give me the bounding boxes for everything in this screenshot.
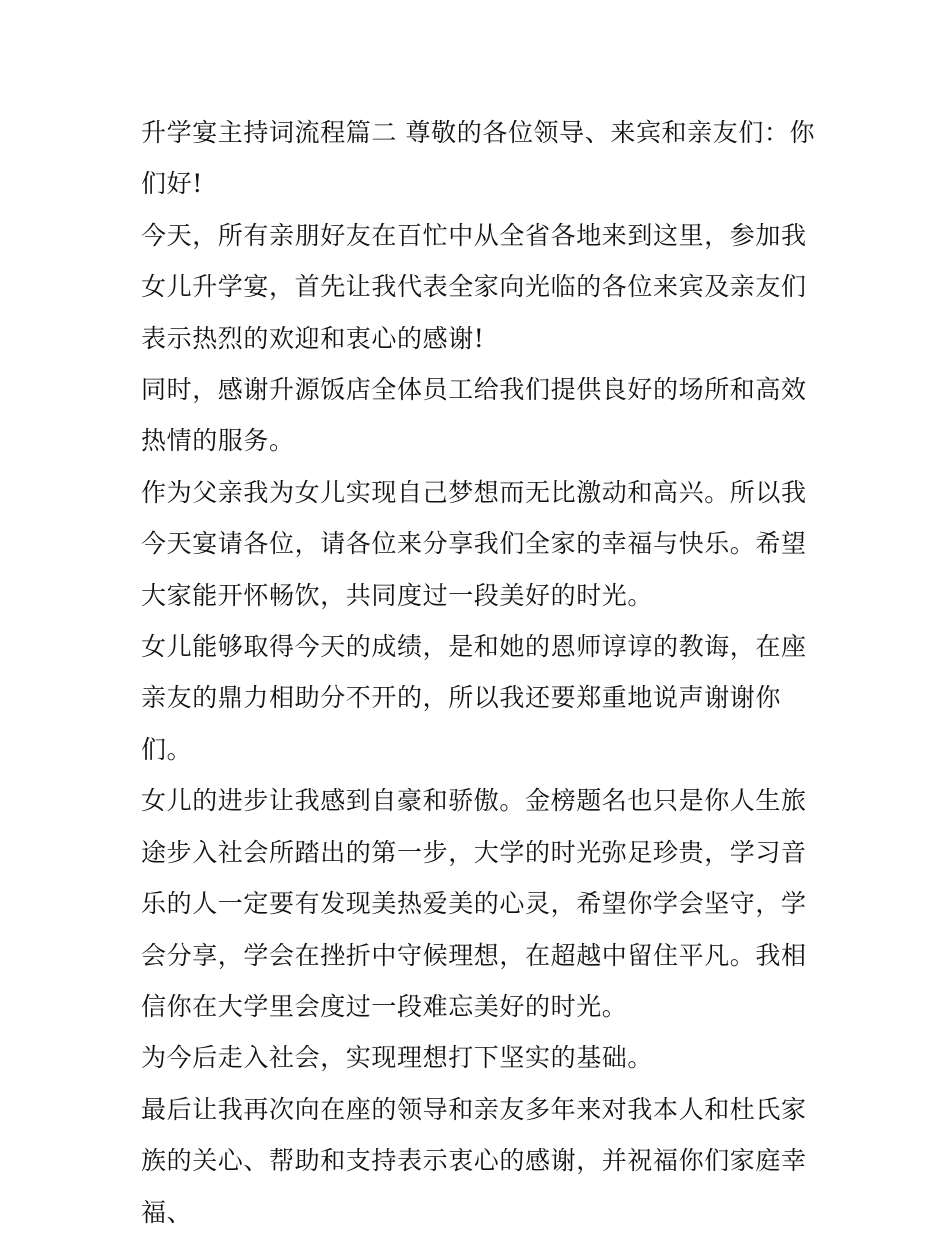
paragraph-title-greeting: 升学宴主持词流程篇二 尊敬的各位领导、来宾和亲友们：你们好!: [141, 118, 816, 199]
paragraph-daughter-progress: 女儿的进步让我感到自豪和骄傲。金榜题名也只是你人生旅途步入社会所踏出的第一步，大学的时光弥足珍贵，学习音乐的人一定要有发现美热爱美的心灵，希望你学会坚守，学会分享，学会在挫折中守候理想，在超越中留住平凡。我相信你在大学里会度过一段难忘美好的时光。: [141, 786, 807, 1021]
paragraph-thanks-teachers: 女儿能够取得今天的成绩，是和她的恩师谆谆的教诲，在座亲友的鼎力相助分不开的，所以我还要郑重地说声谢谢你们。: [141, 632, 807, 764]
paragraph-father-joy: 作为父亲我为女儿实现自己梦想而无比激动和高兴。所以我今天宴请各位，请各位来分享我们全家的幸福与快乐。希望大家能开怀畅饮，共同度过一段美好的时光。: [141, 477, 807, 610]
paragraph-future: 为今后走入社会，实现理想打下坚实的基础。: [141, 1043, 654, 1073]
paragraph-thanks-restaurant: 同时，感谢升源饭店全体员工给我们提供良好的场所和高效热情的服务。: [141, 375, 807, 456]
document-body: [141, 107, 821, 1238]
paragraph-welcome: 今天，所有亲朋好友在百忙中从全省各地来到这里，参加我女儿升学宴，首先让我代表全家向光临的各位来宾及亲友们表示热烈的欢迎和衷心的感谢!: [141, 220, 807, 353]
paragraph-closing: 最后让我再次向在座的领导和亲友多年来对我本人和杜氏家族的关心、帮助和支持表示衷心的感谢，并祝福你们家庭幸福、: [141, 1094, 807, 1227]
